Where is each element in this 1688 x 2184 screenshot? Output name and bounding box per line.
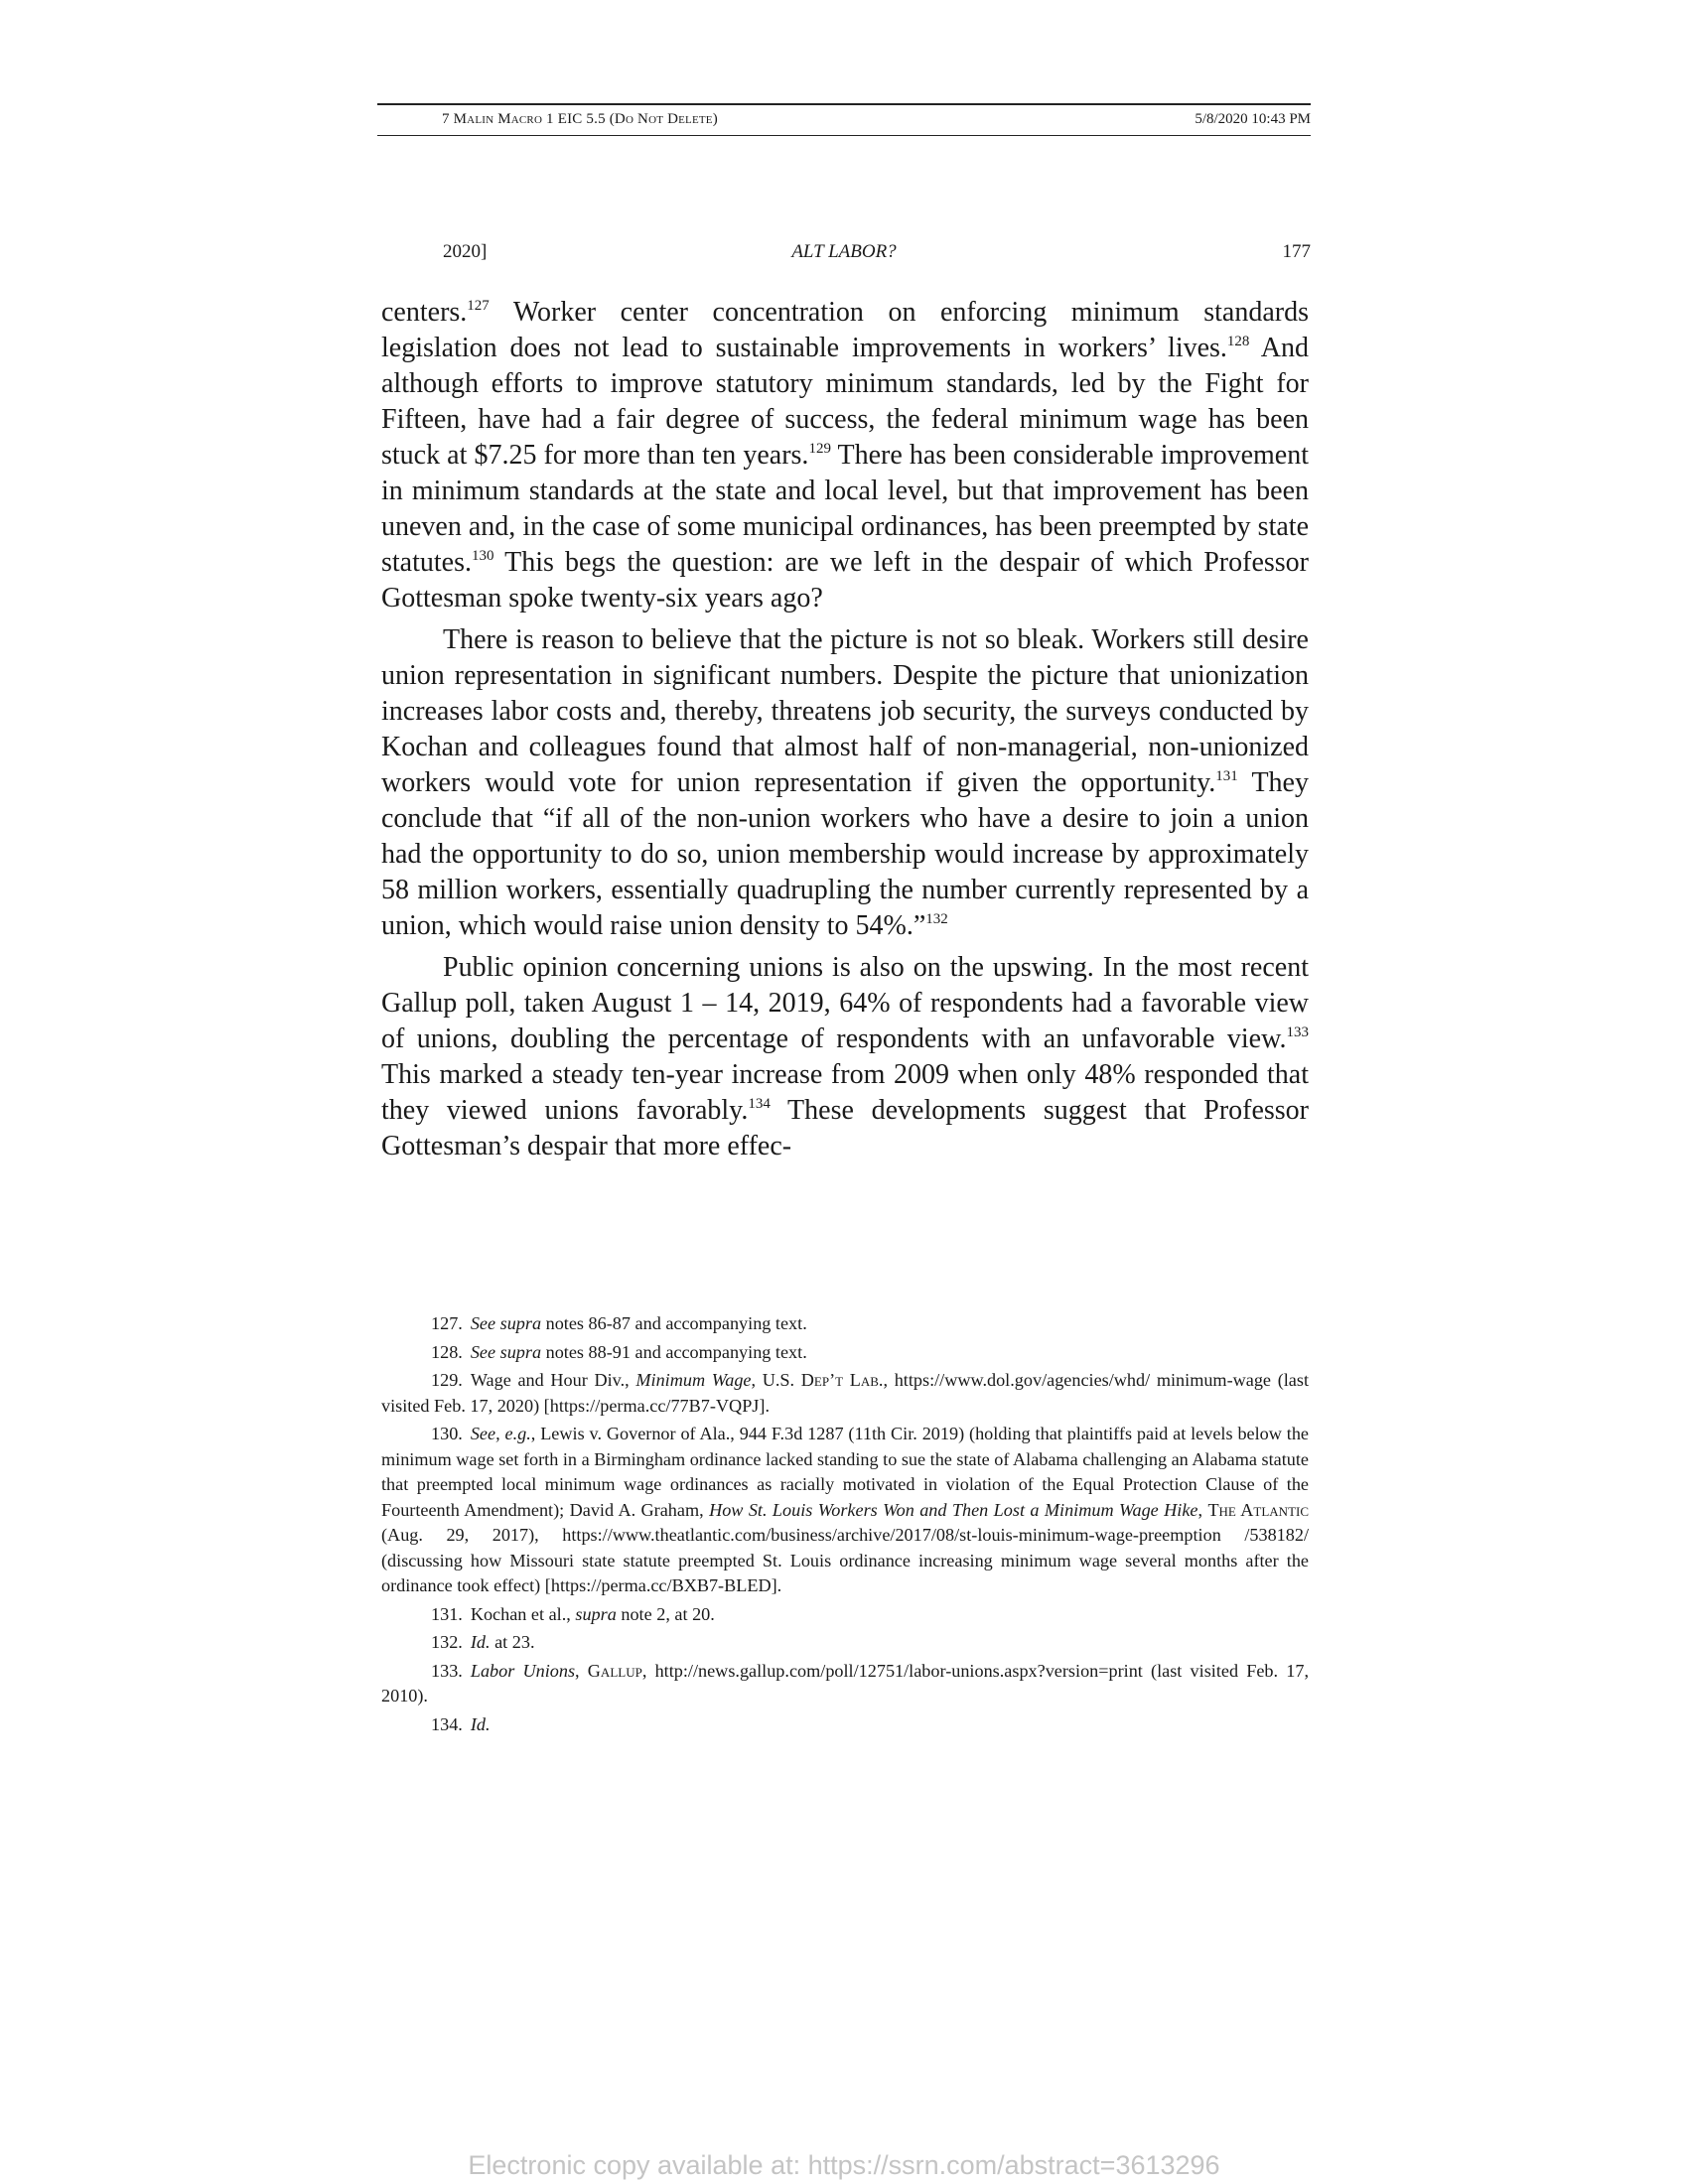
text-run: This marked a steady ten-year increase from 2009 when only 48% responded that they viewed unions favorably. bbox=[381, 1059, 1309, 1126]
footnote-text: (Aug. 29, 2017), https://www.theatlantic.com/business/archive/2017/08/st-louis-minimum-wage-preemption /538182/ (discussing how Missouri state statute preempted St. Louis ordinance increasing minimum wage several months after the ordinance took effect) [https://perma.cc/BXB7-BLED]. bbox=[381, 1525, 1309, 1595]
footnote-number: 133. bbox=[431, 1660, 463, 1681]
text-run: There is reason to believe that the picture is not so bleak. Workers still desire union representation in significant numbers. Despite the picture that unionization increases labor costs and, thereby, threatens job security, the surveys conducted by Kochan and colleagues found that almost half of non-managerial, non-unionized workers would vote for union representation if given the opportunity. bbox=[381, 624, 1309, 798]
header-timestamp: 5/8/2020 10:43 PM bbox=[1195, 111, 1311, 127]
footnote-text: at 23. bbox=[490, 1632, 535, 1652]
signal: See, e.g. bbox=[470, 1424, 531, 1443]
footnote-number: 131. bbox=[431, 1603, 463, 1624]
page-head-title: ALT LABOR? bbox=[791, 241, 897, 262]
signal: See supra bbox=[470, 1313, 542, 1333]
text-run: Worker center concentration on enforcing minimum standards legislation does not lead to sustainable improvements in workers’ lives. bbox=[381, 297, 1309, 363]
publisher-name: The Atlantic bbox=[1207, 1499, 1310, 1520]
footnote-132 bbox=[381, 1630, 1309, 1656]
footnote-133 bbox=[381, 1659, 1309, 1709]
footnote-text: notes 88-91 and accompanying text. bbox=[541, 1341, 807, 1362]
footnote-number: 130. bbox=[431, 1424, 463, 1443]
footnote-number: 132. bbox=[431, 1632, 463, 1652]
page-number: 177 bbox=[1282, 241, 1311, 262]
cited-title: Minimum Wage bbox=[635, 1370, 752, 1390]
footnote-text: , http://news.gallup.com/poll/12751/labor-unions.aspx?version=print (last visited Feb. 17, 2010). bbox=[381, 1660, 1310, 1706]
footnotes bbox=[381, 1311, 1309, 1740]
paragraph-2 bbox=[381, 622, 1309, 944]
footnote-ref-131[interactable]: 131 bbox=[1215, 768, 1238, 784]
footnote-ref-127[interactable]: 127 bbox=[467, 298, 490, 314]
text-run: And although efforts to improve statutory minimum standards, led by the Fight for Fifteen, have had a fair degree of success, the federal minimum wage has been stuck at $7.25 for more than ten years. bbox=[381, 333, 1309, 471]
footnote-128 bbox=[381, 1340, 1309, 1366]
page-head bbox=[377, 241, 1311, 271]
signal: See supra bbox=[470, 1341, 542, 1362]
ssrn-link[interactable]: Electronic copy available at: https://ssrn.com/abstract=3613296 bbox=[468, 2150, 1220, 2180]
footnote-ref-134[interactable]: 134 bbox=[748, 1096, 771, 1112]
page-head-year: 2020] bbox=[443, 241, 488, 262]
paragraph-3 bbox=[381, 950, 1309, 1164]
footnote-number: 129. bbox=[431, 1370, 463, 1390]
footnote-text: note 2, at 20. bbox=[616, 1603, 715, 1624]
footnote-text: , U.S. bbox=[751, 1370, 801, 1390]
footnote-text: , bbox=[1197, 1499, 1208, 1520]
footnote-text: notes 86-87 and accompanying text. bbox=[541, 1313, 807, 1333]
ssrn-footer bbox=[0, 2150, 1688, 2181]
footnote-ref-128[interactable]: 128 bbox=[1226, 334, 1250, 349]
footnote-text: Kochan et al., bbox=[470, 1603, 576, 1624]
footnote-ref-132[interactable]: 132 bbox=[925, 911, 948, 927]
footnote-127 bbox=[381, 1311, 1309, 1337]
footnote-134 bbox=[381, 1712, 1309, 1738]
text-run: This begs the question: are we left in the despair of which Professor Gottesman spoke twenty-six years ago? bbox=[381, 547, 1309, 614]
text-run: They conclude that “if all of the non-union workers who have a desire to join a union had the opportunity to do so, union membership would increase by approximately 58 million workers, essentially quadrupling the number currently represented by a union, which would raise union density to 54%.” bbox=[381, 767, 1309, 941]
paragraph-1 bbox=[381, 295, 1309, 616]
footnote-number: 127. bbox=[431, 1313, 463, 1333]
signal: Id. bbox=[470, 1632, 491, 1652]
cited-title: Labor Unions bbox=[470, 1660, 576, 1681]
publisher-name: Dep’t Lab. bbox=[800, 1370, 884, 1390]
footnote-131 bbox=[381, 1602, 1309, 1628]
footnote-text: , bbox=[575, 1660, 588, 1681]
header-document-id: 7 Malin Macro 1 EIC 5.5 (Do Not Delete) bbox=[442, 111, 718, 127]
text-run: Public opinion concerning unions is also on the upswing. In the most recent Gallup poll, taken August 1 – 14, 2019, 64% of respondents had a favorable view of unions, doubling the percentage of respondents with an unfavorable view. bbox=[381, 952, 1309, 1054]
text-run: centers. bbox=[381, 297, 468, 328]
text-run: These developments suggest that Professor Gottesman’s despair that more effec- bbox=[381, 1095, 1310, 1161]
footnote-ref-130[interactable]: 130 bbox=[472, 548, 494, 564]
footnote-number: 128. bbox=[431, 1341, 463, 1362]
cited-title: How St. Louis Workers Won and Then Lost a Minimum Wage Hike bbox=[709, 1499, 1198, 1520]
footnote-text: Wage and Hour Div., bbox=[470, 1370, 636, 1390]
footnote-130 bbox=[381, 1422, 1309, 1599]
publisher-name: Gallup bbox=[587, 1660, 642, 1681]
text-run: There has been considerable improvement in minimum standards at the state and local level, but that improvement has been uneven and, in the case of some municipal ordinances, has been preempted by state statutes. bbox=[381, 440, 1310, 578]
article-body bbox=[381, 295, 1309, 1170]
signal: supra bbox=[575, 1603, 617, 1624]
footnote-text: , https://www.dol.gov/agencies/whd/ minimum-wage (last visited Feb. 17, 2020) [https://perma.cc/77B7-VQPJ]. bbox=[381, 1370, 1310, 1416]
footnote-129 bbox=[381, 1368, 1309, 1419]
footnote-ref-129[interactable]: 129 bbox=[808, 441, 831, 457]
running-header bbox=[377, 103, 1311, 136]
footnote-text: , Lewis v. Governor of Ala., 944 F.3d 1287 (11th Cir. 2019) (holding that plaintiffs paid at levels below the minimum wage set forth in a Birmingham ordinance lacked standing to sue the state of Alabama challenging an Alabama statute that preempted local minimum wage ordinances as racially motivated in violation of the Equal Protection Clause of the Fourteenth Amendment); David A. Graham, bbox=[381, 1424, 1309, 1520]
signal: Id. bbox=[470, 1713, 491, 1734]
footnote-number: 134. bbox=[431, 1713, 463, 1734]
footnote-ref-133[interactable]: 133 bbox=[1286, 1024, 1309, 1040]
